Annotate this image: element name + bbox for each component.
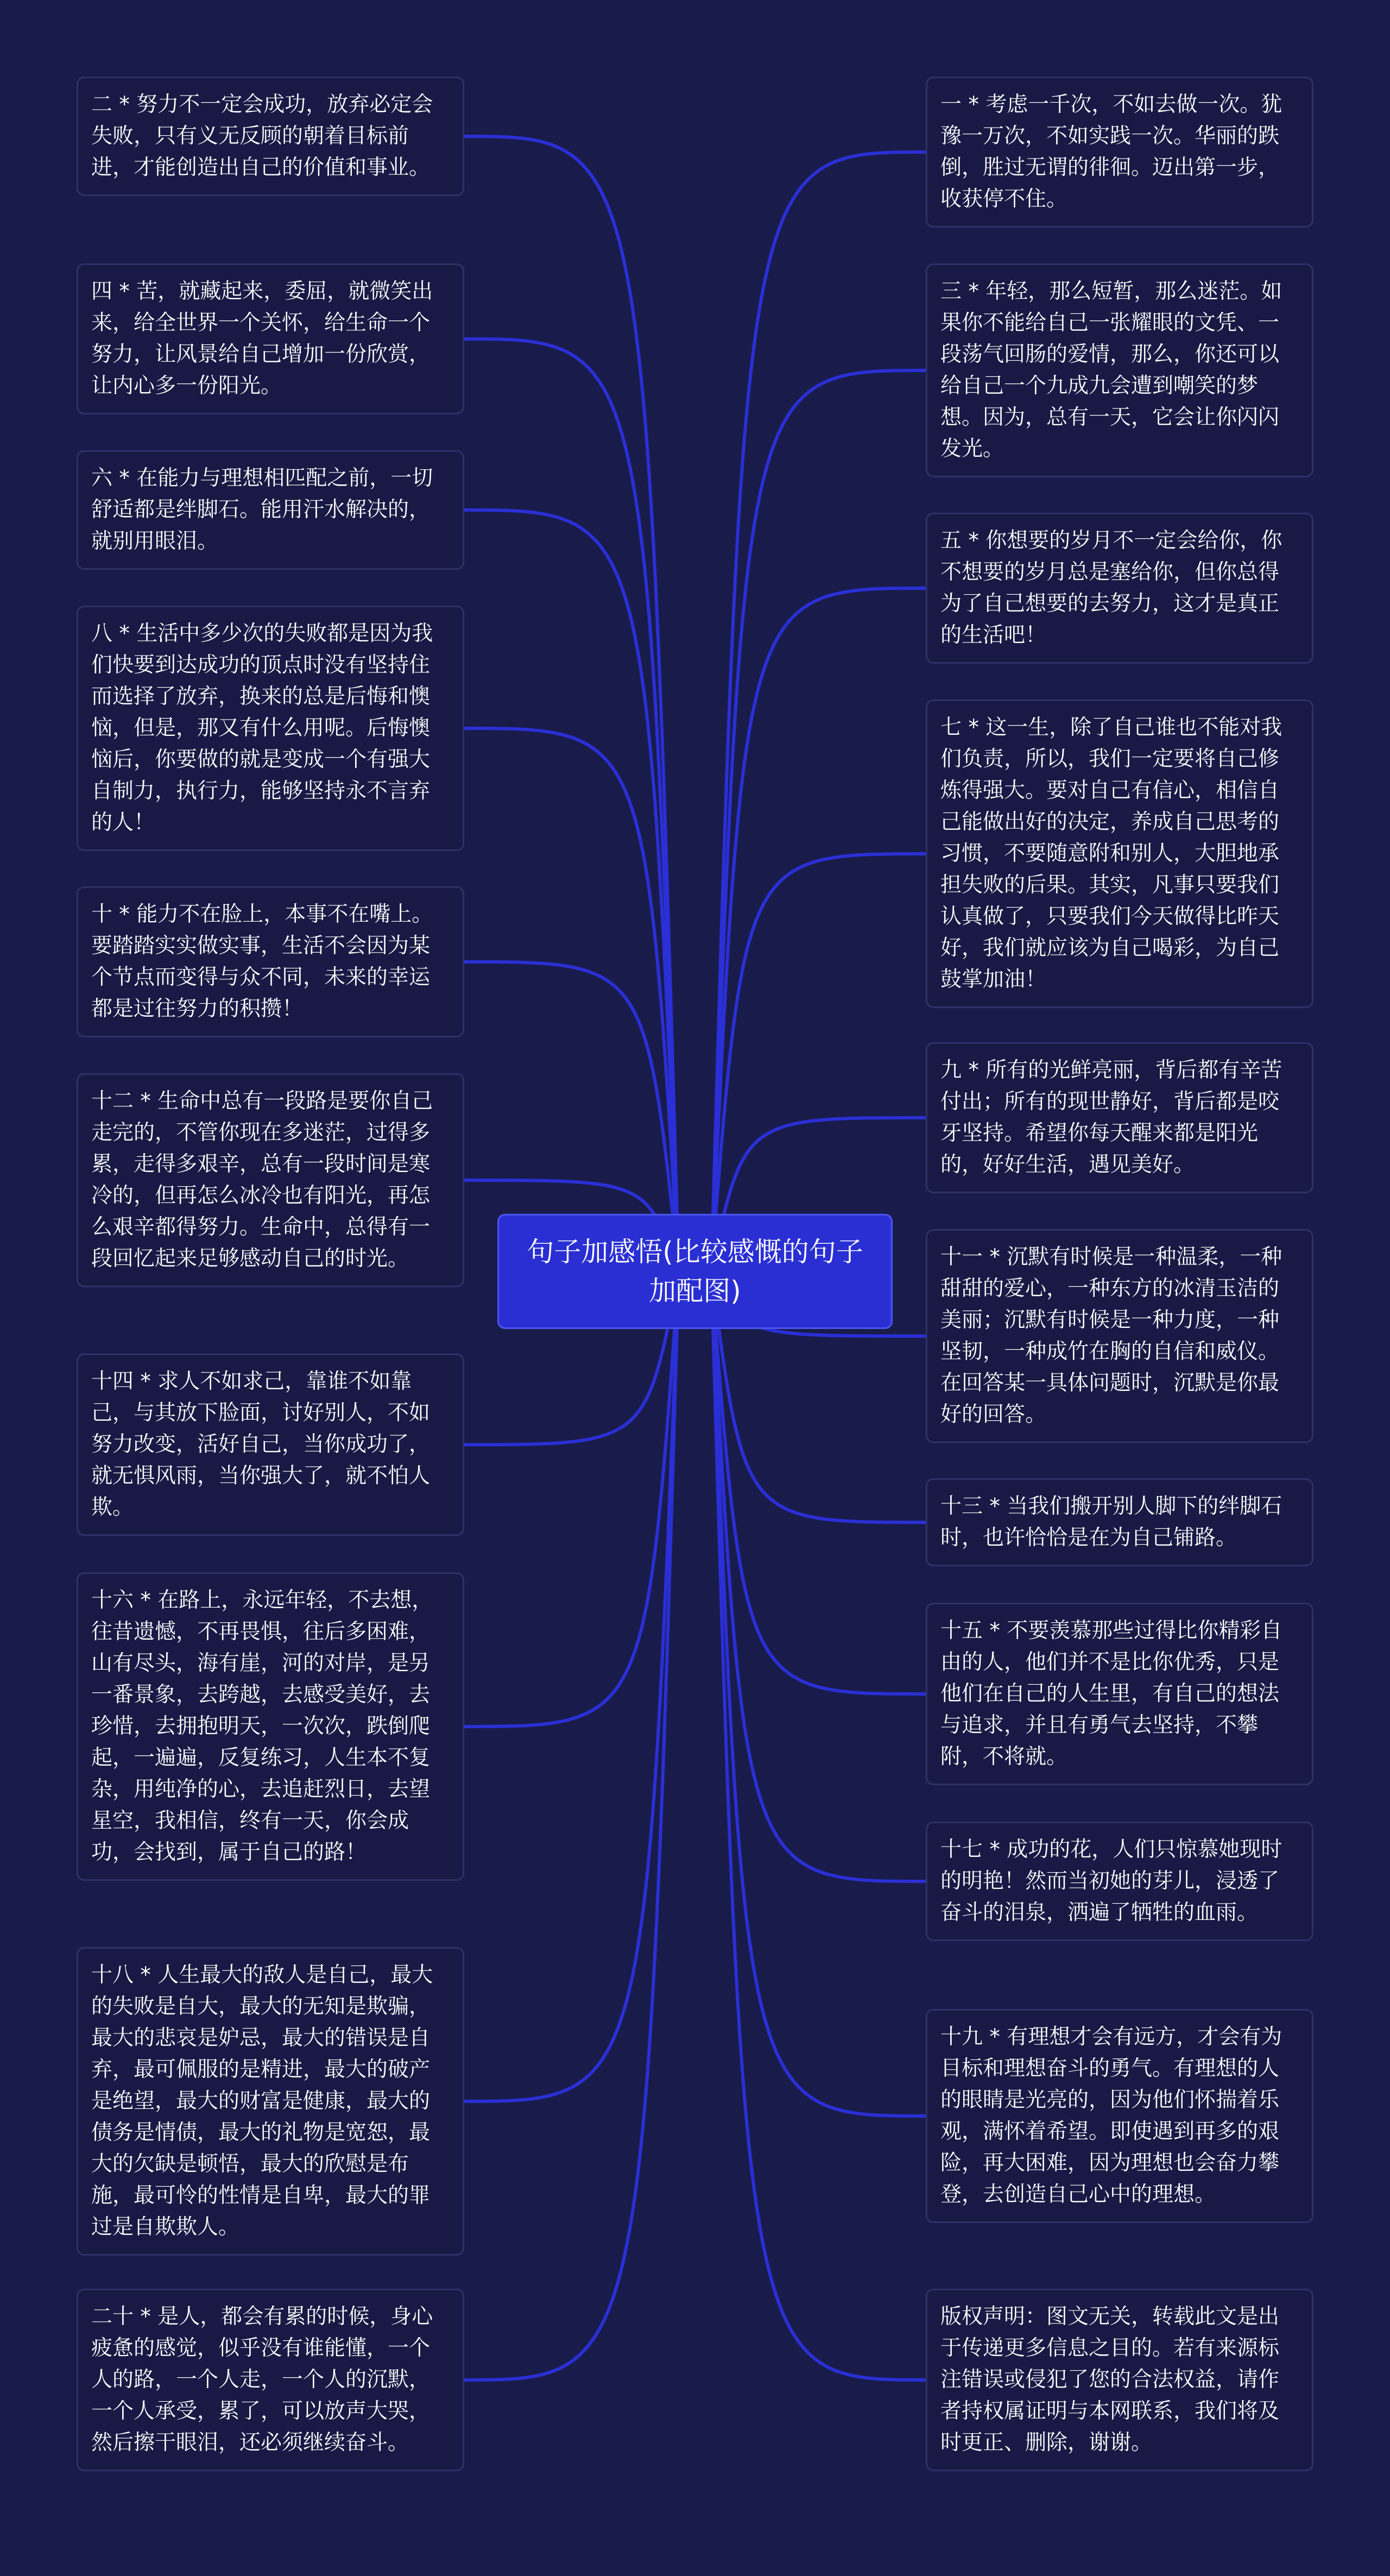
branch-node-text: 十六 * 在路上，永远年轻，不去想，往昔遗憾，不再畏惧，往后多困难，山有尽头，海有崖，河的对岸，是另一番景象，去跨越，去感受美好，去珍惜，去拥抱明天，一次次，跌倒爬起，一遍遍，反复练习，人生本不复杂，用纯净的心，去追赶烈日，去望星空，我相信，终有一天，你会成功，会找到，属于自己的路！ (91, 1588, 433, 1865)
connector-left-2 (464, 339, 679, 1271)
branch-node-left-2[interactable] (77, 263, 464, 414)
branch-node-right-7[interactable] (926, 1478, 1313, 1566)
branch-node-right-3[interactable] (926, 513, 1313, 664)
branch-node-text: 一 * 考虑一千次，不如去做一次。犹豫一万次，不如实践一次。华丽的跌倒，胜过无谓的徘徊。迈出第一步，收获停不住。 (940, 92, 1282, 211)
connector-left-10 (464, 1271, 679, 2380)
branch-node-text: 六 * 在能力与理想相匹配之前，一切舒适都是绊脚石。能用汗水解决的，就别用眼泪。 (91, 466, 433, 553)
branch-node-right-1[interactable] (926, 77, 1313, 228)
branch-node-right-2[interactable] (926, 263, 1313, 477)
branch-node-left-5[interactable] (77, 886, 464, 1037)
branch-node-right-9[interactable] (926, 1822, 1313, 1941)
branch-node-right-5[interactable] (926, 1042, 1313, 1193)
branch-node-right-10[interactable] (926, 2009, 1313, 2223)
branch-node-text: 七 * 这一生，除了自己谁也不能对我们负责，所以，我们一定要将自己修炼得强大。要对自己有信心，相信自己能做出好的决定，养成自己思考的习惯，不要随意附和别人，大胆地承担失败的后果。其实，凡事只要我们认真做了，只要我们今天做得比昨天好，我们就应该为自己喝彩，为自己鼓掌加油！ (940, 715, 1282, 992)
branch-node-text: 二十 * 是人，都会有累的时候，身心疲惫的感觉，似乎没有谁能懂，一个人的路，一个人走，一个人的沉默，一个人承受，累了，可以放声大哭，然后擦干眼泪，还必须继续奋斗。 (91, 2304, 433, 2455)
connector-right-11 (711, 1271, 926, 2380)
branch-node-left-6[interactable] (77, 1073, 464, 1287)
branch-node-text: 十八 * 人生最大的敌人是自己，最大的失败是自大，最大的无知是欺骗，最大的悲哀是妒忌，最大的错误是自弃，最可佩服的是精进，最大的破产是绝望，最大的财富是健康，最大的债务是情债，最大的礼物是宽恕，最大的欠缺是顿悟，最大的欣慰是布施，最可怜的性情是自卑，最大的罪过是自欺欺人。 (91, 1963, 433, 2239)
branch-node-text: 十一 * 沉默有时候是一种温柔，一种甜甜的爱心，一种东方的冰清玉洁的美丽；沉默有时候是一种力度，一种坚韧，一种成竹在胸的自信和威仪。在回答某一具体问题时，沉默是你最好的回答。 (940, 1245, 1282, 1427)
branch-node-text: 五 * 你想要的岁月不一定会给你，你不想要的岁月总是塞给你，但你总得为了自己想要的去努力，这才是真正的生活吧！ (940, 528, 1282, 647)
branch-node-left-4[interactable] (77, 606, 464, 851)
branch-node-right-8[interactable] (926, 1603, 1313, 1785)
connector-left-4 (464, 728, 679, 1271)
branch-node-text: 四 * 苦，就藏起来，委屈，就微笑出来，给全世界一个关怀，给生命一个努力，让风景给自己增加一份欣赏，让内心多一份阳光。 (91, 279, 433, 398)
branch-node-text: 二 * 努力不一定会成功，放弃必定会失败，只有义无反顾的朝着目标前进，才能创造出自己的价值和事业。 (91, 92, 433, 180)
connector-right-1 (711, 152, 926, 1271)
branch-node-text: 十五 * 不要羡慕那些过得比你精彩自由的人，他们并不是比你优秀，只是他们在自己的人生里，有自己的想法与追求，并且有勇气去坚持，不攀附，不将就。 (940, 1618, 1282, 1769)
branch-node-left-9[interactable] (77, 1947, 464, 2256)
branch-node-left-10[interactable] (77, 2289, 464, 2471)
branch-node-left-3[interactable] (77, 450, 464, 570)
connector-right-2 (711, 370, 926, 1271)
branch-node-right-6[interactable] (926, 1229, 1313, 1443)
branch-node-text: 八 * 生活中多少次的失败都是因为我们快要到达成功的顶点时没有坚持住而选择了放弃，换来的总是后悔和懊恼，但是，那又有什么用呢。后悔懊恼后，你要做的就是变成一个有强大自制力，执行力，能够坚持永不言弃的人！ (91, 621, 433, 835)
branch-node-text: 九 * 所有的光鲜亮丽，背后都有辛苦付出；所有的现世静好，背后都是咬牙坚持。希望你每天醒来都是阳光的，好好生活，遇见美好。 (940, 1058, 1282, 1177)
connector-left-8 (464, 1271, 679, 1727)
central-topic[interactable] (497, 1214, 893, 1329)
connector-left-3 (464, 510, 679, 1271)
branch-node-right-11[interactable] (926, 2289, 1313, 2471)
connector-right-4 (711, 854, 926, 1271)
branch-node-text: 十三 * 当我们搬开别人脚下的绊脚石时，也许恰恰是在为自己铺路。 (940, 1494, 1282, 1550)
branch-node-text: 十二 * 生命中总有一段路是要你自己走完的，不管你现在多迷茫，过得多累，走得多艰辛，总有一段时间是寒冷的，但再怎么冰冷也有阳光，再怎么艰辛都得努力。生命中，总得有一段回忆起来足够感动自己的时光。 (91, 1089, 433, 1271)
connector-right-3 (711, 588, 926, 1271)
branch-node-left-1[interactable] (77, 77, 464, 196)
branch-node-text: 十七 * 成功的花，人们只惊慕她现时的明艳！然而当初她的芽儿，浸透了奋斗的泪泉，洒遍了牺牲的血雨。 (940, 1837, 1282, 1925)
branch-node-text: 十 * 能力不在脸上，本事不在嘴上。要踏踏实实做实事，生活不会因为某个节点而变得与众不同，未来的幸运都是过往努力的积攒！ (91, 902, 433, 1021)
branch-node-left-7[interactable] (77, 1353, 464, 1536)
branch-node-text: 十四 * 求人不如求己，靠谁不如靠己，与其放下脸面，讨好别人，不如努力改变，活好自己，当你成功了，就无惧风雨，当你强大了，就不怕人欺。 (91, 1369, 431, 1520)
branch-node-text: 十九 * 有理想才会有远方，才会有为目标和理想奋斗的勇气。有理想的人的眼睛是光亮的，因为他们怀揣着乐观，满怀着希望。即使遇到再多的艰险，再大困难，因为理想也会奋力攀登，去创造自己心中的理想。 (940, 2025, 1282, 2207)
central-topic-title: 句子加感悟(比较感慨的句子加配图) (527, 1236, 863, 1307)
branch-node-text: 三 * 年轻，那么短暂，那么迷茫。如果你不能给自己一张耀眼的文凭、一段荡气回肠的爱情，那么，你还可以给自己一个九成九会遭到嘲笑的梦想。因为，总有一天，它会让你闪闪发光。 (940, 279, 1282, 461)
branch-node-text: 版权声明：图文无关，转载此文是出于传递更多信息之目的。若有来源标注错误或侵犯了您的合法权益，请作者持权属证明与本网联系，我们将及时更正、删除，谢谢。 (940, 2304, 1280, 2455)
branch-node-left-8[interactable] (77, 1572, 464, 1881)
branch-node-right-4[interactable] (926, 700, 1313, 1008)
